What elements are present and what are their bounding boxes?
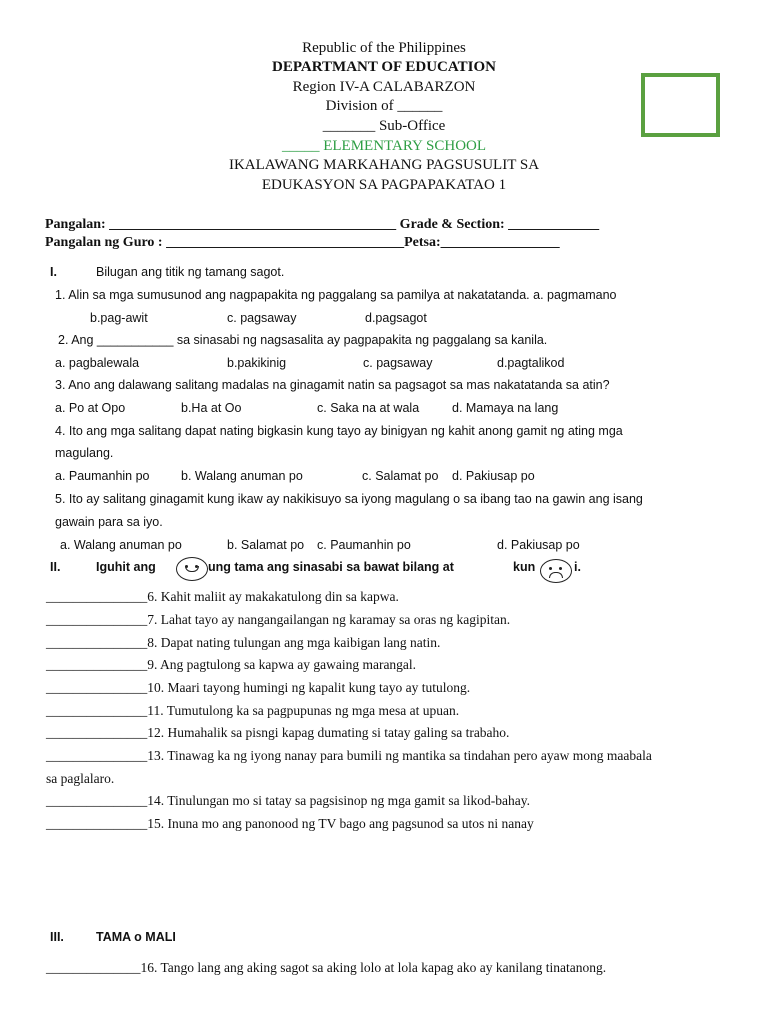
item-13-cont: sa paglalaro. [46,771,115,786]
item-11: _______________11. Tumutulong ka sa pagpupunas ng mga mesa at upuan. [46,703,460,718]
teacher-date-line: Pangalan ng Guro : __________________________________Petsa:_________________ [45,235,560,250]
q3-choice-b: b.Ha at Oo [181,401,242,415]
part2-instruction-d: i. [574,560,581,574]
sad-face-icon [540,559,572,583]
q4-choice-c: c. Salamat po [362,469,439,483]
q5-text-cont: gawain para sa iyo. [55,515,163,529]
part2-instruction-a: Iguhit ang [96,560,156,574]
part3-roman: III. [50,930,64,944]
q1-choice-b: b.pag-awit [90,311,148,325]
q5-text: 5. Ito ay salitang ginagamit kung ikaw ay nakikisuyo sa iyong magulang o sa ibang tao na gawin ang isang [55,492,643,506]
q2-choice-c: c. pagsaway [363,356,433,370]
q4-text: 4. Ito ang mga salitang dapat nating bigkasin kung tayo ay binigyan ng kahit anong gamit ng ating mga [55,424,623,438]
part2-instruction-b: ung tama ang sinasabi sa bawat bilang at [208,560,454,574]
q2-choice-d: d.pagtalikod [497,356,565,370]
q4-choice-b: b. Walang anuman po [181,469,303,483]
q1-choice-c: c. pagsaway [227,311,297,325]
header-region: Region IV-A CALABARZON [292,79,476,95]
q2-choice-a: a. pagbalewala [55,356,140,370]
q4-choice-d: d. Pakiusap po [452,469,535,483]
item-7: _______________7. Lahat tayo ay nangangailangan ng karamay sa oras ng kagipitan. [46,612,511,627]
q1-text: 1. Alin sa mga sumusunod ang nagpapakita ng paggalang sa pamilya at nakatatanda. a. pagmamano [55,288,617,302]
photo-box [641,73,720,137]
item-12: _______________12. Humahalik sa pisngi kapag dumating si tatay galing sa trabaho. [46,725,510,740]
part2-roman: II. [50,560,61,574]
q5-choice-b: b. Salamat po [227,538,305,552]
q4-choice-a: a. Paumanhin po [55,469,150,483]
item-10: _______________10. Maari tayong humingi ng kapalit kung tayo ay tutulong. [46,680,471,695]
header-republic: Republic of the Philippines [302,40,466,56]
part1-instruction: Bilugan ang titik ng tamang sagot. [96,265,285,279]
item-9: _______________9. Ang pagtulong sa kapwa ay gawaing marangal. [46,657,417,672]
name-grade-line: Pangalan: _________________________________________ Grade & Section: _____________ [45,217,600,232]
item-13: _______________13. Tinawag ka ng iyong nanay para bumili ng mantika sa tindahan pero ayaw mong maabala [46,748,652,763]
item-6: _______________6. Kahit maliit ay makakatulong din sa kapwa. [46,589,399,604]
q2-text: 2. Ang ___________ sa sinasabi ng nagsasalita ay pagpapakita ng paggalang sa kanila. [58,333,548,347]
q5-choice-d: d. Pakiusap po [497,538,580,552]
q3-choice-a: a. Po at Opo [55,401,126,415]
q5-choice-a: a. Walang anuman po [60,538,182,552]
school-name: _____ ELEMENTARY SCHOOL [281,138,487,154]
q3-choice-d: d. Mamaya na lang [452,401,559,415]
q3-choice-c: c. Saka na at wala [317,401,420,415]
header-department: DEPARTMANT OF EDUCATION [272,59,496,75]
part3-title: TAMA o MALI [96,930,176,944]
item-16: ______________16. Tango lang ang aking sagot sa aking lolo at lola kapag ako ay kanilang tinatanong. [46,960,607,975]
part1-roman: I. [50,265,57,279]
q5-choice-c: c. Paumanhin po [317,538,411,552]
smiley-face-icon [176,557,208,581]
q3-text: 3. Ano ang dalawang salitang madalas na ginagamit natin sa pagsagot sa mas nakatatanda sa atin? [55,378,610,392]
item-14: _______________14. Tinulungan mo si tatay sa pagsisinop ng mga gamit sa likod-bahay. [46,793,530,808]
header-sub-office: _______ Sub-Office [322,118,446,134]
exam-title-line1: IKALAWANG MARKAHANG PAGSUSULIT SA [228,157,540,173]
exam-title-line2: EDUKASYON SA PAGPAPAKATAO 1 [261,177,507,193]
q2-choice-b: b.pakikinig [227,356,287,370]
header-division: Division of ______ [325,98,443,114]
item-8: _______________8. Dapat nating tulungan ang mga kaibigan lang natin. [46,635,441,650]
part2-instruction-c: kun [513,560,536,574]
item-15: _______________15. Inuna mo ang panonood ng TV bago ang pagsunod sa utos ni nanay [46,816,534,831]
q4-text-cont: magulang. [55,446,114,460]
q1-choice-d: d.pagsagot [365,311,427,325]
